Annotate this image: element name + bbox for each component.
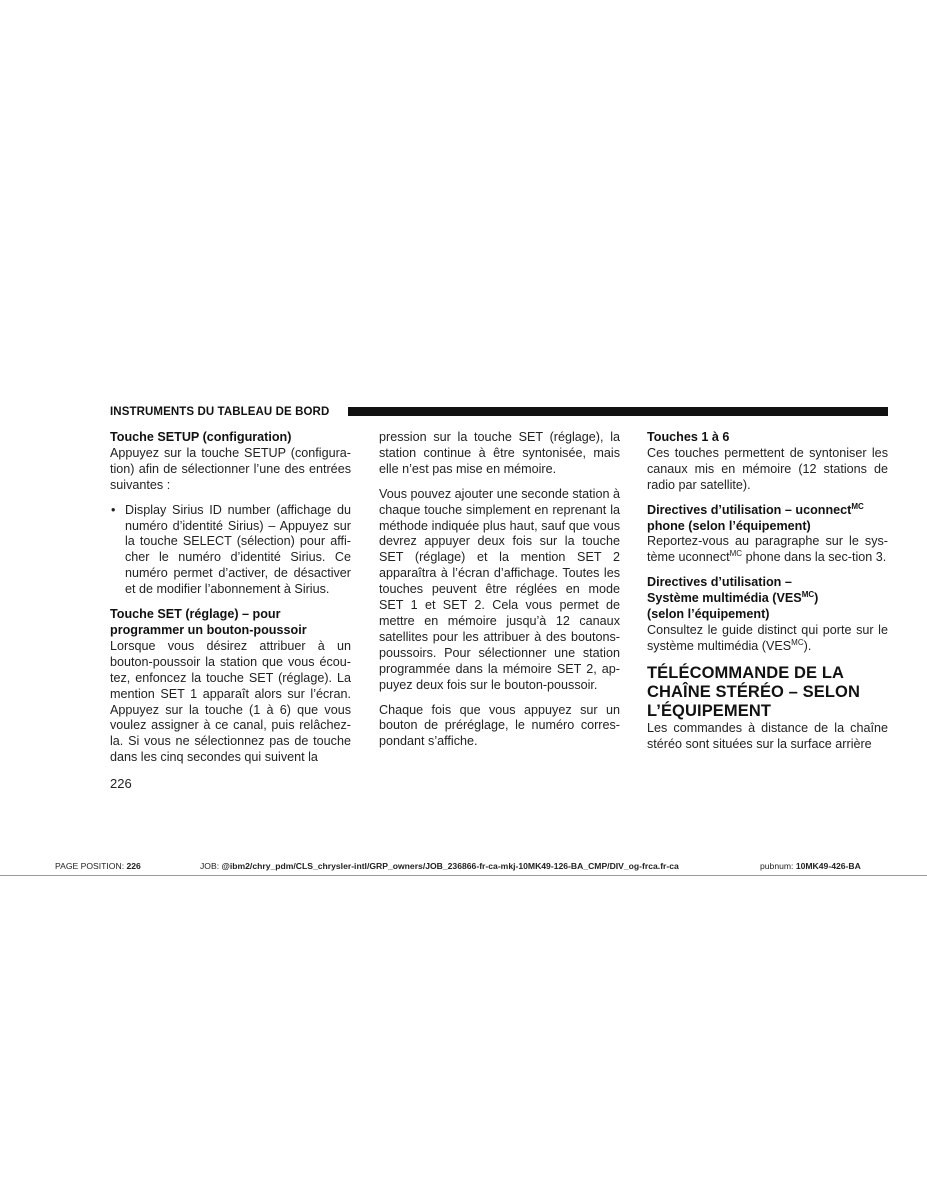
bullet-icon: • <box>111 502 116 517</box>
footer-page-position: PAGE POSITION: 226 <box>55 861 141 871</box>
heading-touche-set: Touche SET (réglage) – pour programmer un bouton-poussoir <box>110 607 307 637</box>
heading-ves: Directives d’utilisation – Système multimédia $(VES^{MC})$ (selon l’équipement) <box>647 575 819 622</box>
paragraph-continuation: pression sur la touche SET (réglage), la station continue à être syntonisée, mais elle n’est pas mise en mémoire. <box>379 430 620 476</box>
section-title: INSTRUMENTS DU TABLEAU DE BORD <box>110 405 335 419</box>
running-header <box>110 405 888 419</box>
paragraph-uconnect: Reportez-vous au paragraphe sur le sys-tème uconnect$^{MC}$ phone dans la sec-tion 3. <box>647 534 888 565</box>
paragraph-set: Lorsque vous désirez attribuer à un bouton-poussoir la station que vous écou-tez, enfoncez la touche SET (réglage). La mention SET 1 apparaît alors sur l’écran. Appuyez sur la touche (1 à 6) que vous voulez assigner à ce canal, puis relâchez-la. Si vous ne sélectionnez pas de touche dans les cinq secondes qui suivent la <box>110 638 351 765</box>
header-rule <box>348 407 888 416</box>
heading-uconnect: Directives d’utilisation – uconnect$^{MC}$ phone (selon l’équipement) <box>647 501 864 533</box>
trademark-mc: MC <box>851 501 864 511</box>
footer-job: JOB: @ibm2/chry_pdm/CLS_chrysler-intl/GRP_owners/JOB_236866-fr-ca-mkj-10MK49-126-BA_CMP/DIV_og-frca.fr-ca <box>200 861 679 871</box>
page-number: 226 <box>110 776 132 791</box>
column-3 <box>647 430 888 753</box>
bullet-item <box>110 503 351 598</box>
paragraph-touches: Ces touches permettent de syntoniser les canaux mis en mémoire (12 stations de radio par satellite). <box>647 445 888 492</box>
print-footer <box>0 861 927 875</box>
paragraph-telecommande: Les commandes à distance de la chaîne stéréo sont situées sur la surface arrière <box>647 720 888 751</box>
heading-telecommande: TÉLÉCOMMANDE DE LA CHAÎNE STÉRÉO – SELON L’ÉQUIPEMENT <box>647 663 860 720</box>
column-1 <box>110 430 351 766</box>
bullet-text: Display Sirius ID number (affichage du numéro d’identité Sirius) – Appuyez sur la touche SELECT (sélection) pour affi-cher le numéro d’identité Sirius. Ce numéro permet d’activer, de désactiver et de modifier l’abonnement à Sirius. <box>125 502 351 597</box>
footer-rule <box>0 875 927 876</box>
paragraph-second-station: Vous pouvez ajouter une seconde station à chaque touche simplement en reprenant la méthode indiquée plus haut, sauf que vous devrez appuyer deux fois sur la touche SET (réglage) et la mention SET 2 apparaîtra à l’écran d’affichage. Toutes les touches peuvent être réglées en mode SET 1 et SET 2. Cela vous permet de mettre en mémoire jusqu’à 12 canaux satellites pour les attribuer à des boutons-poussoirs. Pour sélectionner une station programmée dans la mémoire SET 2, ap-puyez deux fois sur le bouton-poussoir. <box>379 486 620 692</box>
paragraph-preset-display: Chaque fois que vous appuyez sur un bouton de préréglage, le numéro corres-pondant s’affiche. <box>379 702 620 749</box>
column-2 <box>379 430 620 750</box>
paragraph-setup: Appuyez sur la touche SETUP (configura-tion) afin de sélectionner l’une des entrées suivantes : <box>110 445 351 492</box>
paragraph-ves: Consultez le guide distinct qui porte sur le système multimédia $(VES^{MC})$. <box>647 622 888 653</box>
footer-pubnum: pubnum: 10MK49-426-BA <box>760 861 861 871</box>
heading-touche-setup: Touche SETUP (configuration) <box>110 430 292 444</box>
heading-touches-1-6: Touches 1 à 6 <box>647 430 730 444</box>
